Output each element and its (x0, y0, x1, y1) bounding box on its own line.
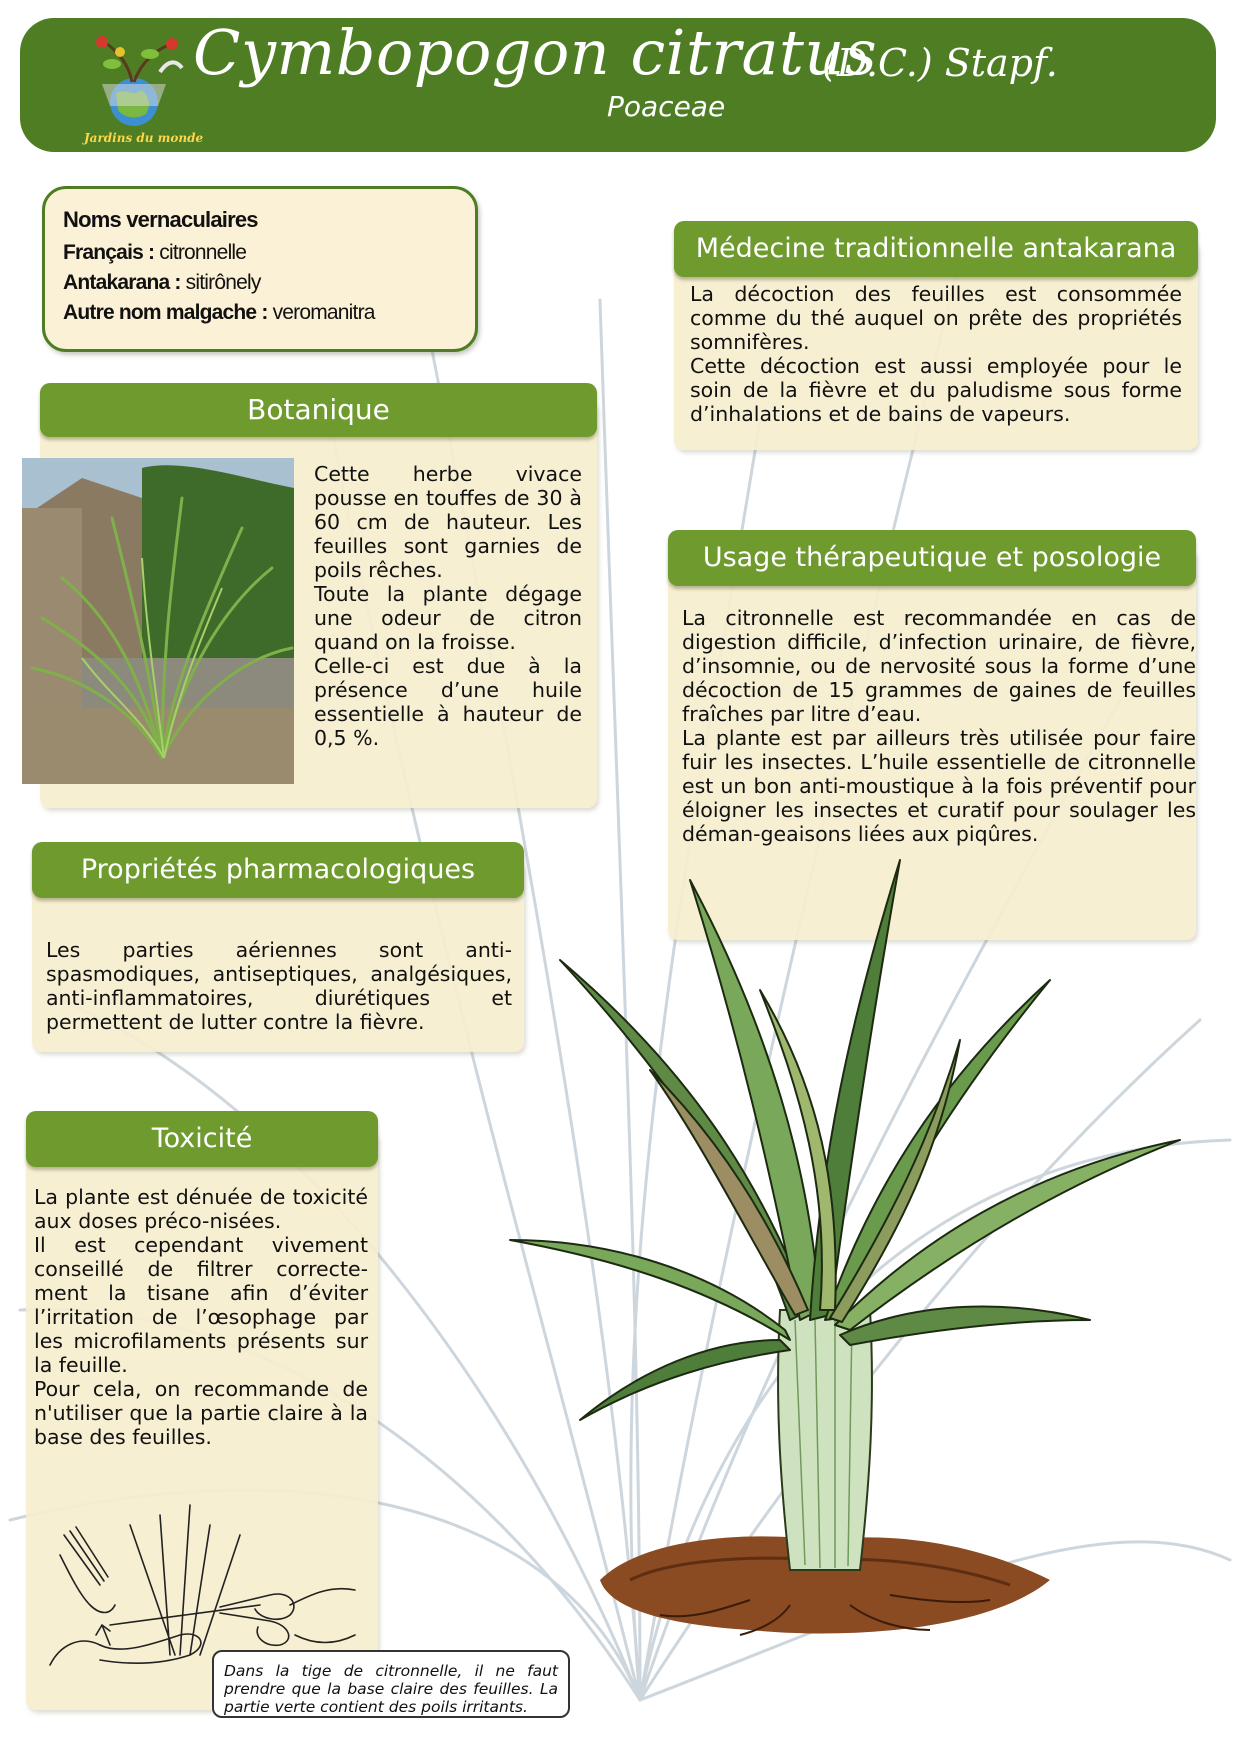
cutting-stem-sketch (40, 1495, 360, 1675)
lemongrass-illustration (490, 840, 1230, 1660)
family-name: Poaceae (607, 90, 726, 123)
usage-text (682, 606, 1196, 846)
usage-paragraph: La plante est par ailleurs très utilisée pour faire fuir les insectes. L’huile essentielle de citronnelle est un bon anti-moustique à la fois préventif pour éloigner les insectes et curatif pour soulager les déman-geaisons liées aux piqûres. (682, 726, 1196, 846)
vernacular-name-malagasy (63, 301, 375, 325)
vernacular-names-box (42, 186, 478, 352)
toxicite-text (34, 1185, 368, 1449)
toxicite-paragraph: Il est cependant vivement conseillé de filtrer correcte-ment la tisane afin d’éviter l’irritation de l’œsophage par les microfilaments présents sur la feuille. (34, 1233, 368, 1377)
name-value: veromanitra (267, 301, 375, 324)
usage-heading: Usage thérapeutique et posologie (668, 530, 1196, 586)
medecine-heading: Médecine traditionnelle antakarana (674, 221, 1198, 277)
caption-note-text: Dans la tige de citronnelle, il ne faut prendre que la base claire des feuilles. La partie verte contient des poils irritants. (224, 1662, 558, 1716)
name-label: Autre nom malgache : (63, 301, 268, 324)
usage-paragraph: La citronnelle est recommandée en cas de digestion difficile, d’infection urinaire, de fièvre, d’insomnie, ou de nervosité sous la forme d’une décoction de 15 grammes de gaines de feuilles fraîches par litre d’eau. (682, 606, 1196, 726)
lemongrass-photo (22, 458, 294, 784)
vernacular-names-title: Noms vernaculaires (63, 207, 258, 232)
medecine-paragraph: La décoction des feuilles est consommée comme du thé auquel on prête des propriétés somnifères. (690, 282, 1182, 354)
proprietes-text (46, 938, 512, 1034)
proprietes-paragraph: Les parties aériennes sont anti-spasmodiques, antiseptiques, analgésiques, anti-inflammatoires, diurétiques et permettent de lutter contre la fièvre. (46, 938, 512, 1034)
toxicite-paragraph: La plante est dénuée de toxicité aux doses préco-nisées. (34, 1185, 368, 1233)
logo-caption: Jardins du monde (84, 131, 204, 145)
medecine-text (690, 282, 1182, 426)
botanique-text (314, 462, 582, 750)
vernacular-name-antakarana (63, 271, 261, 295)
name-value: citronnelle (154, 241, 247, 264)
name-label: Antakarana : (63, 271, 181, 294)
botanique-heading: Botanique (40, 383, 597, 437)
caption-note-box (212, 1650, 570, 1718)
botanique-paragraph: Celle-ci est due à la présence d’une huile essentielle à hauteur de 0,5 %. (314, 654, 582, 750)
vernacular-name-french (63, 241, 246, 265)
author-citation: (D.C.) Stapf. (822, 41, 1058, 85)
botanique-paragraph: Cette herbe vivace pousse en touffes de 30 à 60 cm de hauteur. Les feuilles sont garnies de poils rêches. (314, 462, 582, 582)
name-value: sitirônely (180, 271, 261, 294)
name-label: Français : (63, 241, 155, 264)
medecine-paragraph: Cette décoction est aussi employée pour le soin de la fièvre et du paludisme sous forme d’inhalations et de bains de vapeurs. (690, 354, 1182, 426)
toxicite-heading: Toxicité (26, 1111, 378, 1167)
jardins-du-monde-logo (72, 24, 192, 130)
botanique-paragraph: Toute la plante dégage une odeur de citron quand on la froisse. (314, 582, 582, 654)
proprietes-heading: Propriétés pharmacologiques (32, 842, 524, 898)
species-title: Cymbopogon citratus (193, 16, 878, 89)
toxicite-paragraph: Pour cela, on recommande de n'utiliser que la partie claire à la base des feuilles. (34, 1377, 368, 1449)
